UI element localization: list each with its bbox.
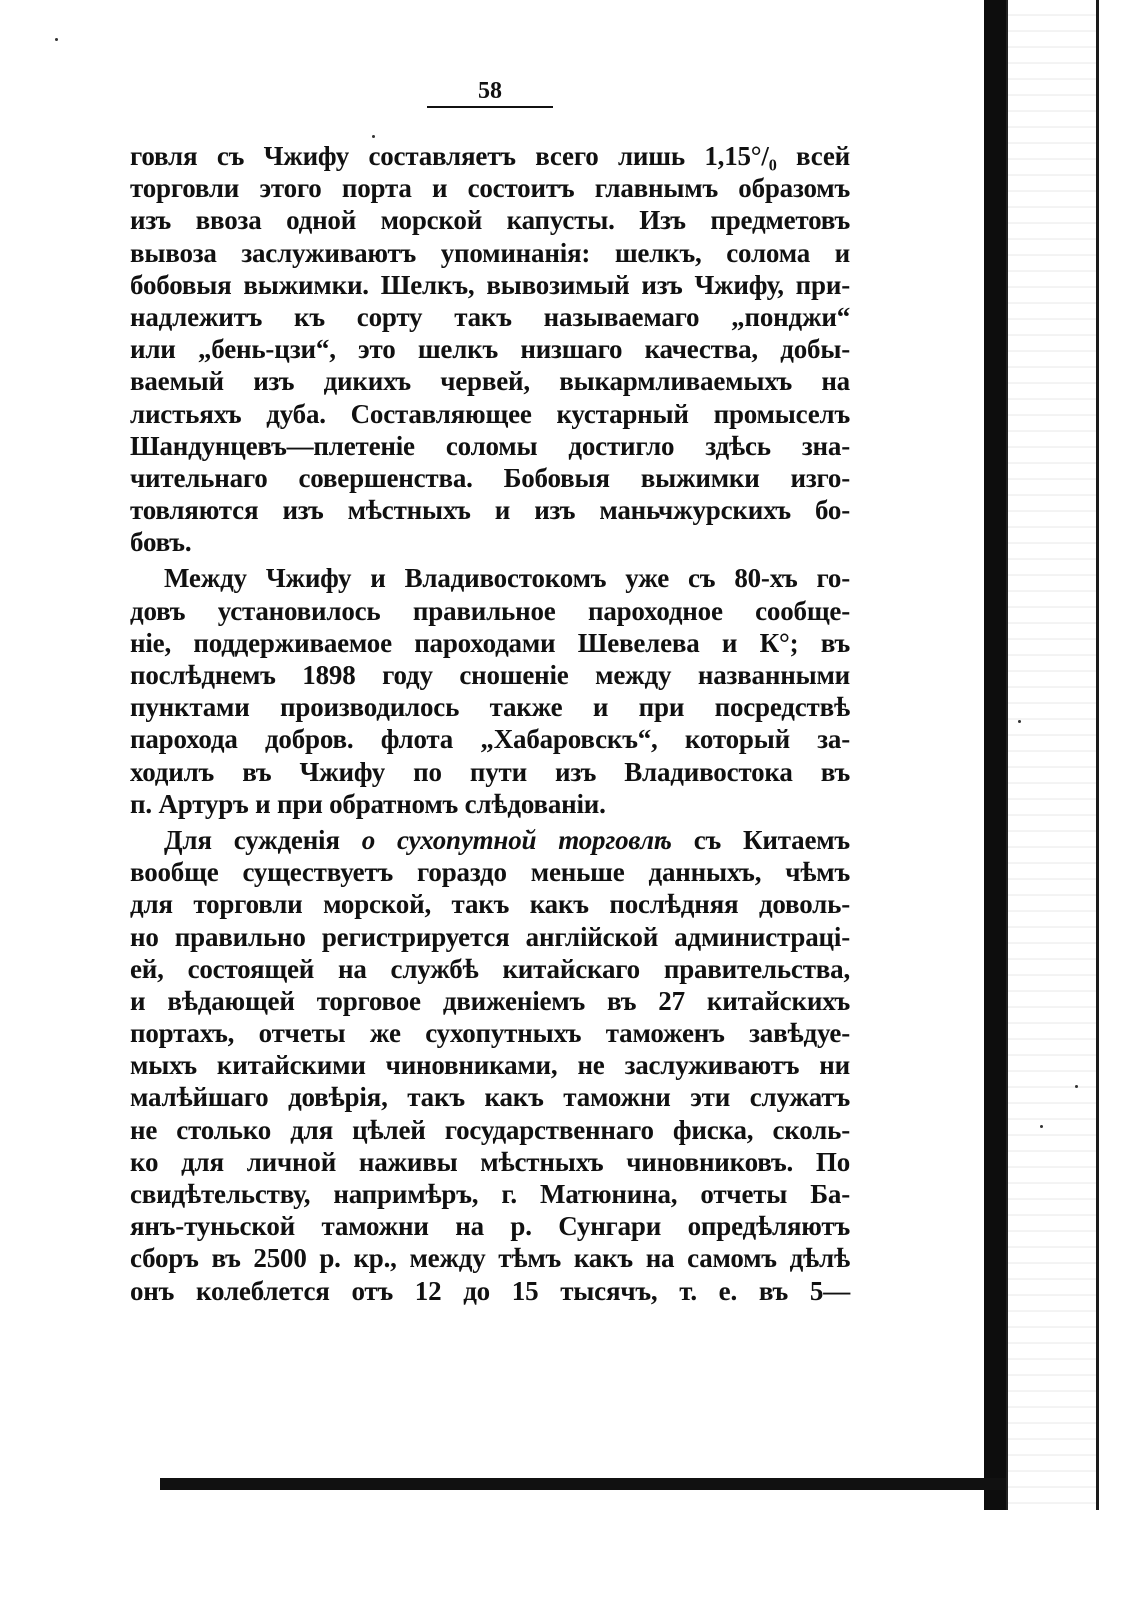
text-line: парохода добров. флота „Хабаровскъ“, который за-	[130, 724, 850, 755]
text-line: малѣйшаго довѣрія, такъ какъ таможни эти служатъ	[130, 1082, 850, 1113]
scan-speck	[1075, 1085, 1078, 1088]
text-line: послѣднемъ 1898 году сношеніе между названными	[130, 660, 850, 690]
text-line: довъ установилось правильное пароходное сообще-	[130, 595, 850, 626]
scan-speck	[1040, 1125, 1043, 1128]
text-line: ніе, поддерживаемое пароходами Шевелева и К°; въ	[130, 627, 850, 658]
text-line: и вѣдающей торговое движеніемъ въ 27 китайскихъ	[130, 985, 850, 1016]
text-line: мыхъ китайскими чиновниками, не заслуживаютъ ни	[130, 1050, 850, 1081]
paragraph-start-line: Между Чжифу и Владивостокомъ уже съ 80-хъ го-	[164, 563, 850, 594]
text-line: или „бень-цзи“, это шелкъ низшаго качества, добы-	[130, 334, 850, 365]
text-line: п. Артуръ и при обратномъ слѣдованіи.	[130, 788, 606, 819]
text-line: вывоза заслуживаютъ упоминанія: шелкъ, солома и	[130, 237, 850, 268]
text-line: вообще существуетъ гораздо меньше данныхъ, чѣмъ	[130, 857, 850, 888]
text-line: ей, состоящей на службѣ китайскаго правительства,	[130, 953, 850, 984]
text-line: бовъ.	[130, 527, 192, 558]
text-line: говля съ Чжифу составляетъ всего лишь 1,15°/₀ всей	[130, 141, 850, 171]
scan-speck	[372, 135, 375, 138]
binding-edge	[984, 0, 1006, 1510]
text-line: не столько для цѣлей государственнаго фиска, сколь-	[130, 1114, 850, 1145]
text-line: торговли этого порта и состоитъ главнымъ образомъ	[130, 173, 850, 204]
italic-term: о сухопутной торговлѣ	[361, 824, 672, 855]
text-segment: Для сужденія	[164, 824, 340, 855]
scan-speck	[1018, 720, 1021, 723]
text-line: бобовыя выжимки. Шелкъ, вывозимый изъ Чжифу, при-	[130, 269, 850, 300]
text-line: Шандунцевъ—плетеніе соломы достигло здѣсь зна-	[130, 430, 850, 461]
text-line: чительнаго совершенства. Бобовыя выжимки изго-	[130, 462, 850, 493]
page-number-rule	[427, 106, 553, 108]
paragraph-start-line	[130, 824, 850, 856]
text-line: онъ колеблется отъ 12 до 15 тысячъ, т. е. въ 5—	[130, 1275, 850, 1306]
text-line: свидѣтельству, напримѣръ, г. Матюнина, отчеты Ба-	[130, 1179, 850, 1209]
body-text	[130, 140, 850, 1307]
text-line: янъ-туньской таможни на р. Сунгари опредѣляютъ	[130, 1211, 850, 1242]
text-line: ваемый изъ дикихъ червей, выкармливаемыхъ на	[130, 366, 850, 397]
bottom-rule	[160, 1478, 1006, 1490]
text-line: пунктами производилось также и при посредствѣ	[130, 692, 850, 723]
text-line: сборъ въ 2500 р. кр., между тѣмъ какъ на самомъ дѣлѣ	[130, 1243, 850, 1274]
text-line: изъ ввоза одной морской капусты. Изъ предметовъ	[130, 205, 850, 236]
text-segment: съ Китаемъ	[693, 824, 850, 855]
text-line: ко для личной наживы мѣстныхъ чиновниковъ. По	[130, 1146, 850, 1177]
scan-speck	[55, 38, 58, 41]
page-edge-line	[1096, 0, 1099, 1510]
page-edge-strip	[1006, 0, 1098, 1510]
page-number: 58	[478, 78, 502, 104]
text-line: листьяхъ дуба. Составляющее кустарный промыселъ	[130, 398, 850, 429]
text-line: но правильно регистрируется англійской администраці-	[130, 921, 850, 952]
text-line: товляются изъ мѣстныхъ и изъ маньчжурскихъ бо-	[130, 495, 850, 526]
text-line: портахъ, отчеты же сухопутныхъ таможенъ завѣдуе-	[130, 1018, 850, 1049]
text-line: ходилъ въ Чжифу по пути изъ Владивостока въ	[130, 756, 850, 787]
text-line: надлежитъ къ сорту такъ называемаго „понджи“	[130, 301, 850, 332]
text-line: для торговли морской, такъ какъ послѣдняя доволь-	[130, 889, 850, 920]
